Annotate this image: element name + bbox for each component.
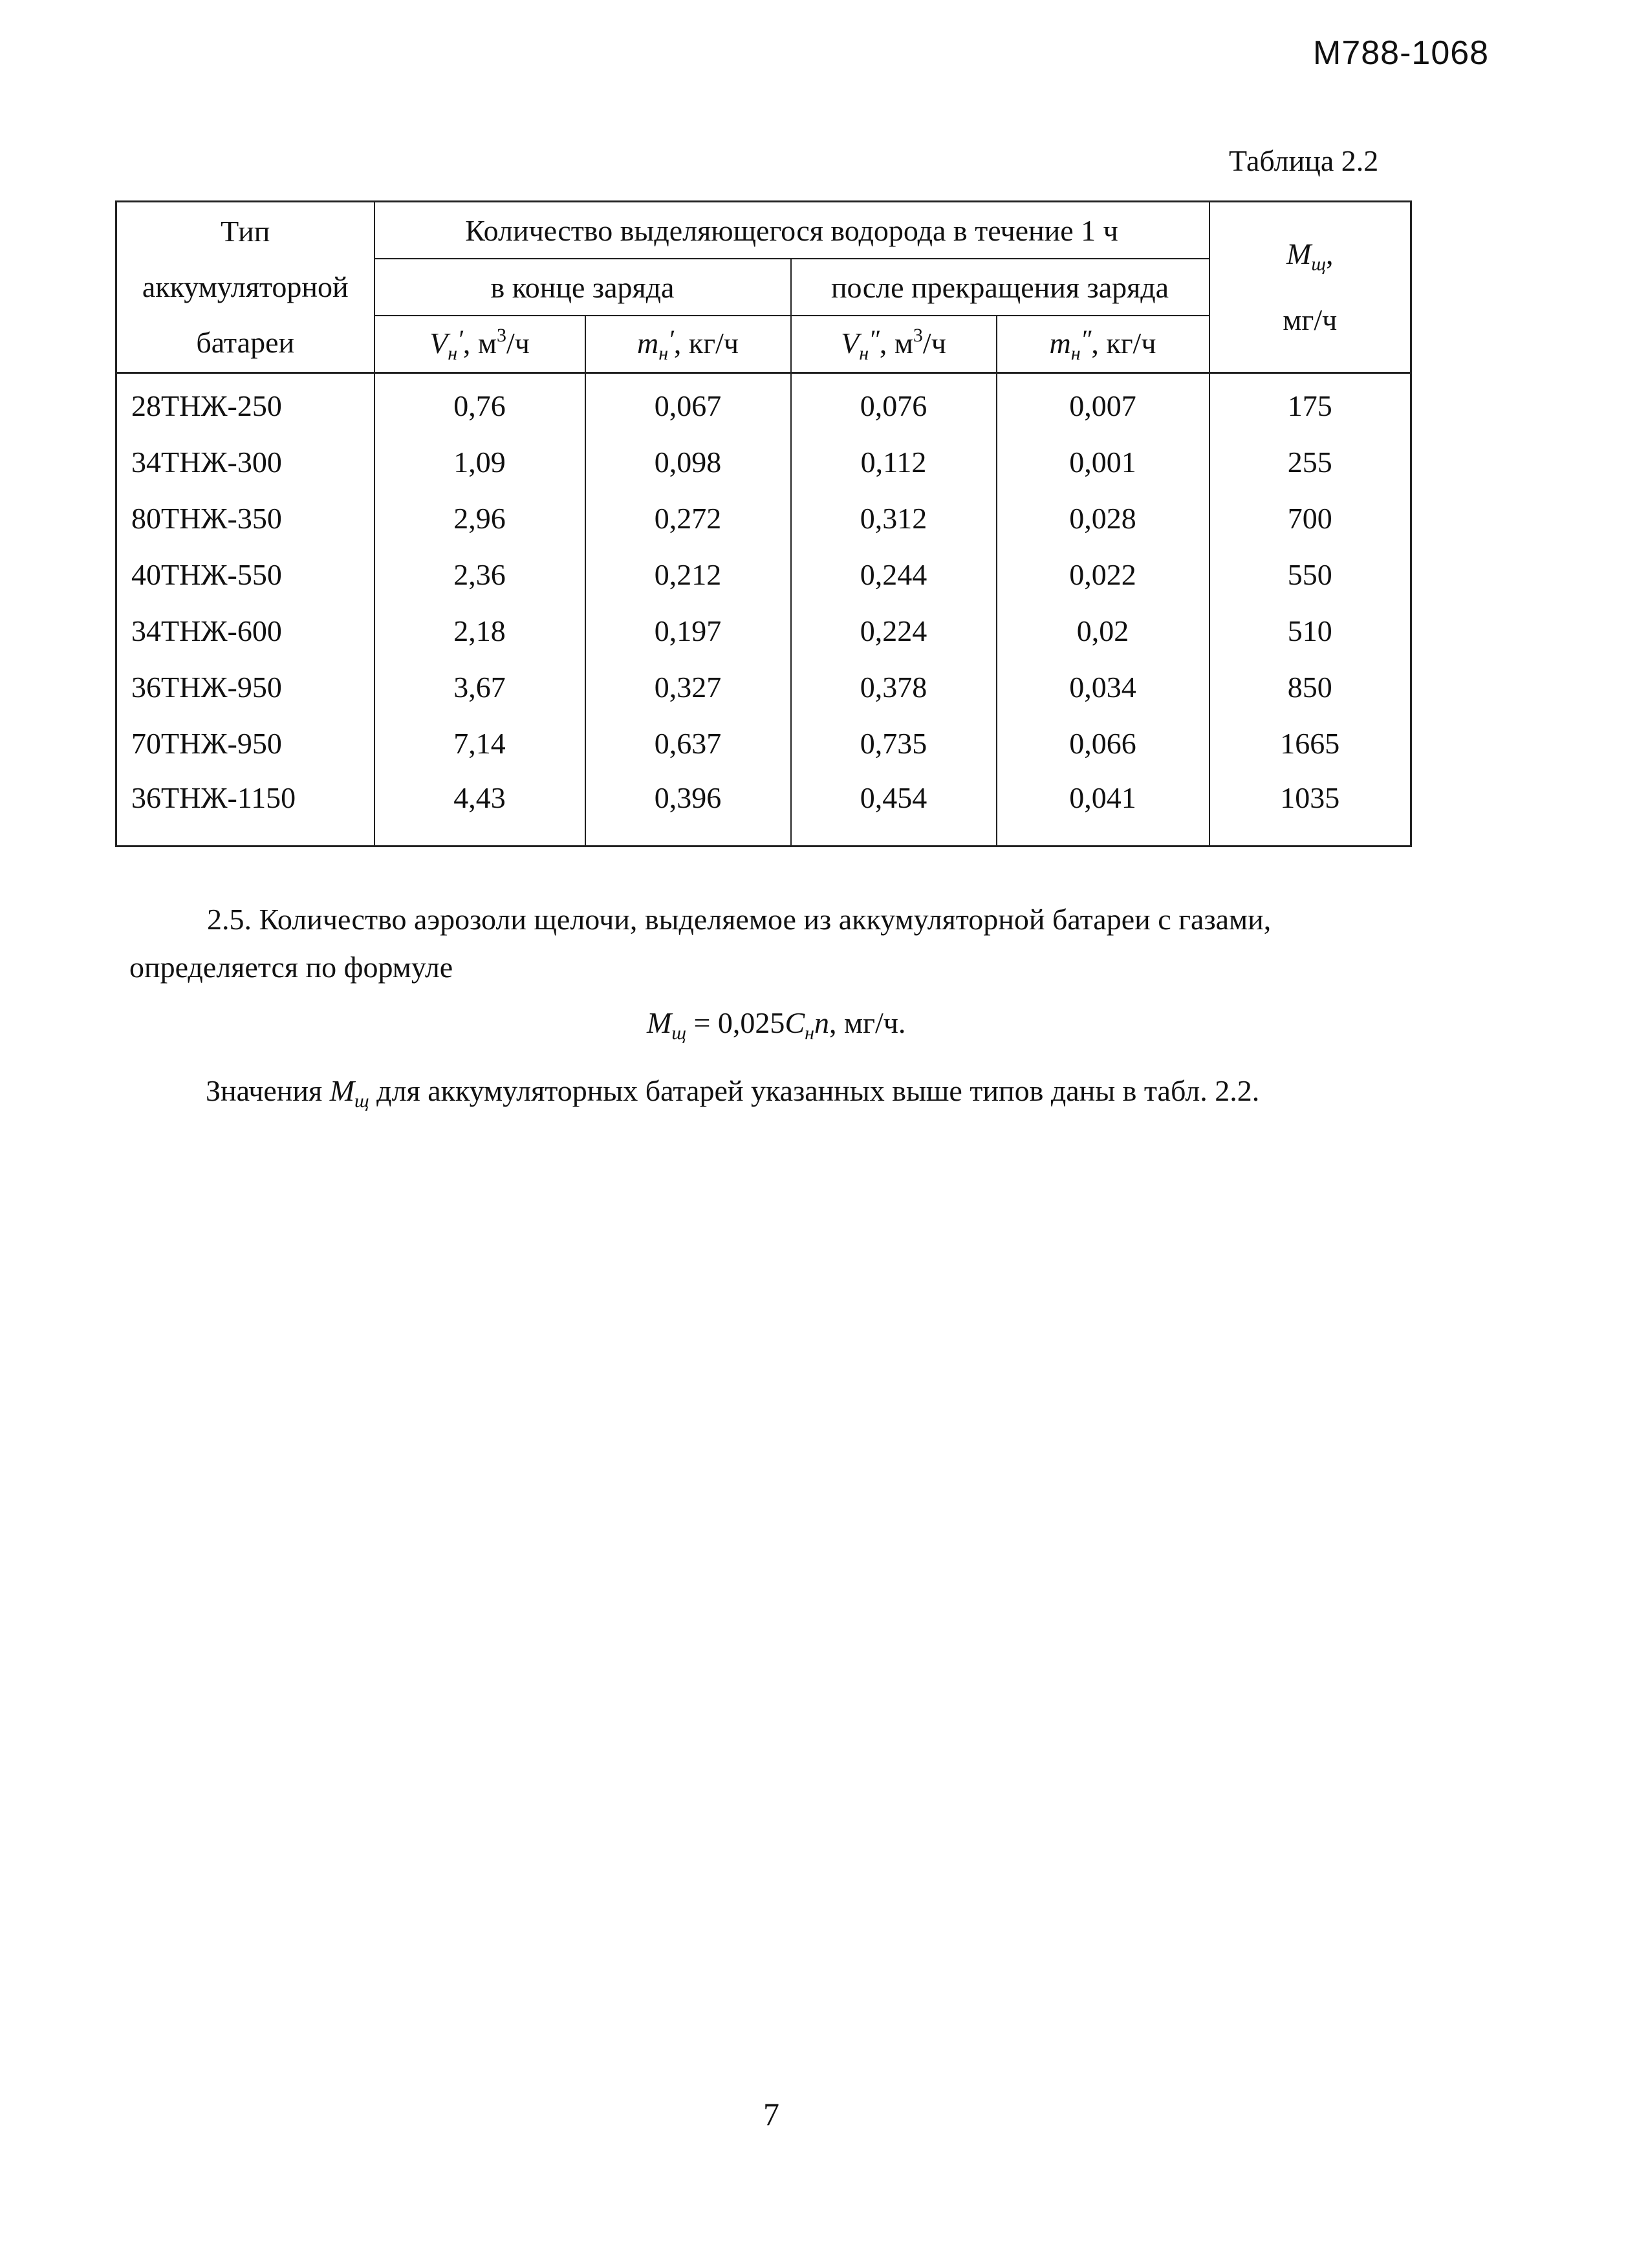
cell-v2: 0,312 — [791, 490, 997, 546]
col-m1-header: $m_н'$, кг/ч — [585, 316, 791, 373]
cell-type: 36ТНЖ-1150 — [116, 772, 374, 847]
hydrogen-group-header: Количество выделяющегося водорода в течение 1 ч — [374, 202, 1209, 259]
cell-v2: 0,112 — [791, 434, 997, 490]
col-v1-header: $V_н'$, $м^3/ч$ — [374, 316, 585, 373]
page-number: 7 — [763, 2096, 779, 2132]
col-v2-header: $V_н''$, $м^3/ч$ — [791, 316, 997, 373]
document-code: М788-1068 — [1313, 34, 1490, 72]
cell-malk: 700 — [1209, 490, 1411, 546]
cell-v1: 2,96 — [374, 490, 585, 546]
section-text-line2: определяется по формуле — [129, 950, 453, 984]
end-of-charge-header: в конце заряда — [374, 259, 791, 316]
cell-v1: 1,09 — [374, 434, 585, 490]
table-row — [116, 373, 1411, 435]
cell-v2: 0,224 — [791, 603, 997, 659]
cell-m1: 0,396 — [585, 772, 791, 847]
table-row — [116, 490, 1411, 546]
cell-malk: 510 — [1209, 603, 1411, 659]
battery-type-header: Тип аккумуляторной батареи — [116, 202, 374, 373]
cell-type: 36ТНЖ-950 — [116, 659, 374, 715]
table-body — [116, 373, 1411, 847]
cell-type: 70ТНЖ-950 — [116, 715, 374, 772]
cell-m2: 0,034 — [997, 659, 1209, 715]
cell-v2: 0,076 — [791, 373, 997, 435]
reference-note: Значения $M_щ$ для аккумуляторных батарей указанных выше типов даны в табл. 2.2. — [206, 1074, 1260, 1112]
table-row — [116, 715, 1411, 772]
cell-type: 80ТНЖ-350 — [116, 490, 374, 546]
cell-v1: 4,43 — [374, 772, 585, 847]
cell-v1: 2,18 — [374, 603, 585, 659]
table-row — [116, 603, 1411, 659]
cell-malk: 1665 — [1209, 715, 1411, 772]
col-m2-header: $m_н''$, кг/ч — [997, 316, 1209, 373]
section-number: 2.5. — [207, 903, 252, 936]
table-row — [116, 546, 1411, 603]
cell-m2: 0,007 — [997, 373, 1209, 435]
alkali-aerosol-formula: $M_щ = 0,025C_нn$, мг/ч. — [647, 1006, 906, 1044]
cell-type: 40ТНЖ-550 — [116, 546, 374, 603]
cell-m2: 0,066 — [997, 715, 1209, 772]
hydrogen-emission-table — [115, 200, 1412, 847]
cell-m1: 0,067 — [585, 373, 791, 435]
cell-m2: 0,02 — [997, 603, 1209, 659]
cell-v1: 2,36 — [374, 546, 585, 603]
cell-malk: 255 — [1209, 434, 1411, 490]
cell-m1: 0,212 — [585, 546, 791, 603]
after-charge-header: после прекращения заряда — [791, 259, 1209, 316]
cell-m1: 0,098 — [585, 434, 791, 490]
cell-v1: 0,76 — [374, 373, 585, 435]
cell-m1: 0,272 — [585, 490, 791, 546]
cell-v2: 0,735 — [791, 715, 997, 772]
section-text-line1: Количество аэрозоли щелочи, выделяемое из аккумуляторной батареи с газами, — [259, 903, 1272, 936]
cell-m2: 0,028 — [997, 490, 1209, 546]
alkali-aerosol-header: $M_щ$, мг/ч — [1209, 202, 1411, 373]
cell-m1: 0,637 — [585, 715, 791, 772]
cell-malk: 550 — [1209, 546, 1411, 603]
cell-m2: 0,001 — [997, 434, 1209, 490]
table-row — [116, 434, 1411, 490]
cell-malk: 175 — [1209, 373, 1411, 435]
cell-m2: 0,022 — [997, 546, 1209, 603]
cell-v1: 3,67 — [374, 659, 585, 715]
cell-type: 28ТНЖ-250 — [116, 373, 374, 435]
cell-v2: 0,378 — [791, 659, 997, 715]
cell-malk: 850 — [1209, 659, 1411, 715]
cell-type: 34ТНЖ-600 — [116, 603, 374, 659]
section-2-5-paragraph — [129, 896, 1410, 991]
cell-type: 34ТНЖ-300 — [116, 434, 374, 490]
cell-m1: 0,197 — [585, 603, 791, 659]
cell-m2: 0,041 — [997, 772, 1209, 847]
cell-m1: 0,327 — [585, 659, 791, 715]
cell-v2: 0,244 — [791, 546, 997, 603]
table-row — [116, 772, 1411, 847]
table-row — [116, 659, 1411, 715]
cell-malk: 1035 — [1209, 772, 1411, 847]
table-caption: Таблица 2.2 — [1229, 144, 1379, 177]
cell-v2: 0,454 — [791, 772, 997, 847]
cell-v1: 7,14 — [374, 715, 585, 772]
